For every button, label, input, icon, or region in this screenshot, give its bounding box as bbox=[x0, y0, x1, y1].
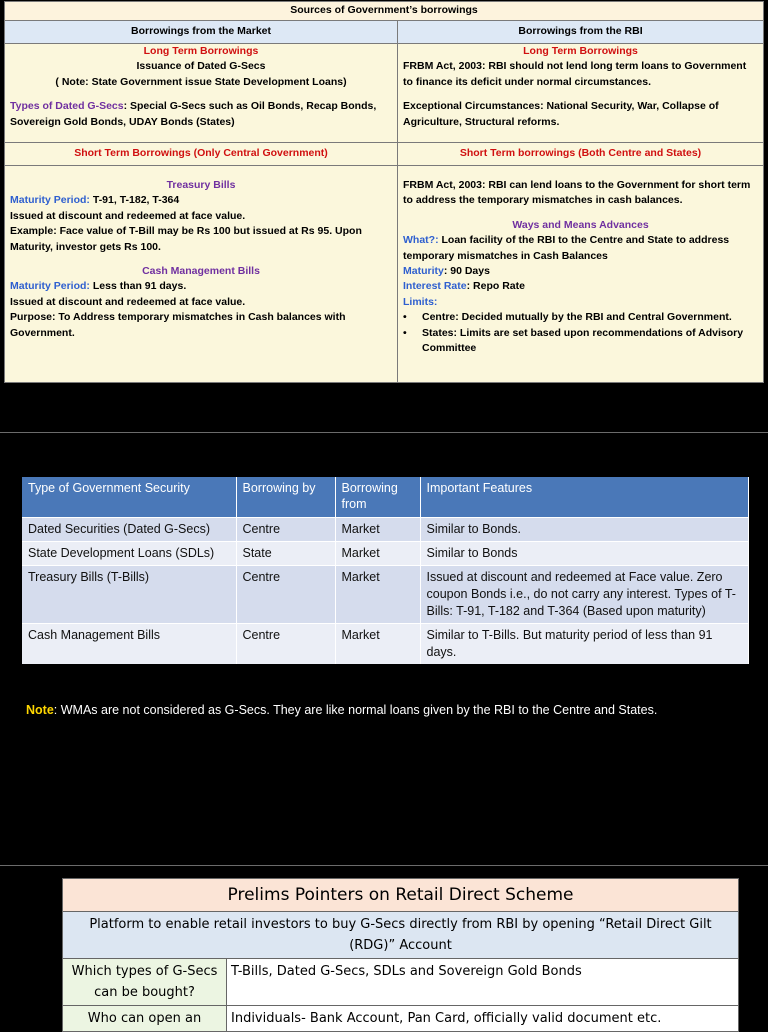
tbills-maturity bbox=[10, 193, 392, 208]
col-header-borrowing-by: Borrowing by bbox=[236, 477, 335, 518]
cmb-maturity bbox=[10, 279, 392, 294]
cell-features: Similar to Bonds. bbox=[420, 518, 748, 542]
cell-type: Cash Management Bills bbox=[22, 624, 236, 665]
retail-direct-subtitle: Platform to enable retail investors to buy G-Secs directly from RBI by opening “Retail Direct Gilt (RDG)” Account bbox=[63, 912, 739, 959]
wma-interest-text: : Repo Rate bbox=[466, 280, 525, 293]
slide-government-borrowings bbox=[0, 0, 768, 432]
cell-from: Market bbox=[335, 542, 420, 566]
borrowings-table bbox=[4, 1, 764, 383]
cell-from: Market bbox=[335, 624, 420, 665]
rbi-short-frbm: FRBM Act, 2003: RBI can lend loans to the Government for short term to address the temporary mismatches in cash balances. bbox=[403, 179, 751, 207]
wma-limits-label: Limits: bbox=[403, 295, 438, 308]
cell-by: Centre bbox=[236, 518, 335, 542]
tbills-maturity-label: Maturity Period: bbox=[10, 194, 90, 207]
wma-maturity-label: Maturity bbox=[403, 265, 444, 278]
wma-maturity bbox=[403, 264, 758, 279]
treasury-bills-heading: Treasury Bills bbox=[166, 179, 236, 191]
securities-table bbox=[22, 477, 749, 664]
tbills-line2: Issued at discount and redeemed at face value. bbox=[10, 209, 246, 222]
cell-by: State bbox=[236, 542, 335, 566]
cmb-maturity-value: Less than 91 days. bbox=[89, 280, 187, 293]
answer-cell: T-Bills, Dated G-Secs, SDLs and Sovereign Gold Bonds bbox=[227, 959, 739, 1006]
wma-maturity-text: : 90 Days bbox=[443, 265, 490, 278]
cmb-line2: Issued at discount and redeemed at face value. bbox=[10, 295, 246, 308]
market-short-term-header: Short Term Borrowings (Only Central Government) bbox=[5, 143, 398, 166]
table-row bbox=[22, 518, 748, 542]
cmb-maturity-label: Maturity Period: bbox=[10, 280, 90, 293]
question-cell: Who can open an bbox=[63, 1006, 227, 1032]
market-short-term-cell bbox=[5, 166, 398, 383]
table-row bbox=[22, 624, 748, 665]
slide-government-securities bbox=[0, 433, 768, 865]
cell-type: State Development Loans (SDLs) bbox=[22, 542, 236, 566]
col-header-borrowing-from: Borrowing from bbox=[335, 477, 420, 518]
cell-from: Market bbox=[335, 518, 420, 542]
wma-limit-states: • States: Limits are set based upon recommendations of Advisory Committee bbox=[403, 326, 758, 357]
cell-type: Treasury Bills (T-Bills) bbox=[22, 566, 236, 624]
rbi-short-term-header: Short Term borrowings (Both Centre and States) bbox=[398, 143, 764, 166]
market-long-line1: Issuance of Dated G-Secs bbox=[136, 60, 266, 73]
retail-direct-table bbox=[62, 878, 739, 1032]
slide-retail-direct-scheme bbox=[0, 866, 768, 1024]
dated-gsec-types bbox=[10, 100, 376, 127]
rbi-long-term-cell bbox=[398, 44, 764, 143]
col-header-features: Important Features bbox=[420, 477, 748, 518]
wma-what-label: What?: bbox=[403, 234, 439, 247]
table-row bbox=[22, 542, 748, 566]
cell-from: Market bbox=[335, 566, 420, 624]
note-label: Note bbox=[26, 703, 54, 717]
wma-heading: Ways and Means Advances bbox=[512, 218, 649, 231]
tbills-line3: Example: Face value of T-Bill may be Rs 100 but issued at Rs 95. Upon Maturity, investor gets Rs 100. bbox=[10, 225, 362, 253]
cell-features: Similar to Bonds bbox=[420, 542, 748, 566]
retail-direct-title: Prelims Pointers on Retail Direct Scheme bbox=[63, 879, 739, 912]
dated-gsec-types-label: Types of Dated G-Secs bbox=[10, 100, 124, 113]
dated-gsec-types-text: : Special G-Secs such as Oil Bonds, Recap Bonds, Sovereign Gold Bonds, UDAY Bonds (States) bbox=[10, 100, 377, 128]
note-text: : WMAs are not considered as G-Secs. They are like normal loans given by the RBI to the Centre and States. bbox=[53, 703, 658, 717]
tbills-maturity-value: T-91, T-182, T-364 bbox=[89, 194, 180, 207]
wma-what bbox=[403, 233, 758, 264]
wma-what-text: Loan facility of the RBI to the Centre and State to address temporary mismatches in Cash Balances bbox=[403, 234, 730, 262]
wma-limit-centre: • Centre: Decided mutually by the RBI and Central Government. bbox=[403, 310, 758, 325]
market-column-header: Borrowings from the Market bbox=[5, 21, 398, 44]
cell-features: Issued at discount and redeemed at Face value. Zero coupon Bonds i.e., do not carry any interest. Types of T-Bills: T-91, T-182 and T-364 (Based upon maturity) bbox=[420, 566, 748, 624]
question-cell: Which types of G-Secs can be bought? bbox=[63, 959, 227, 1006]
market-long-line2: ( Note: State Government issue State Development Loans) bbox=[55, 75, 347, 88]
rbi-short-term-cell bbox=[398, 166, 764, 383]
cell-type: Dated Securities (Dated G-Secs) bbox=[22, 518, 236, 542]
col-header-type: Type of Government Security bbox=[22, 477, 236, 518]
market-long-term-heading: Long Term Borrowings bbox=[143, 45, 259, 57]
table-row bbox=[22, 566, 748, 624]
rbi-long-exceptional: Exceptional Circumstances: National Security, War, Collapse of Agriculture, Structural reforms. bbox=[403, 100, 719, 128]
table-row bbox=[63, 1006, 739, 1032]
answer-cell: Individuals- Bank Account, Pan Card, officially valid document etc. bbox=[227, 1006, 739, 1032]
rbi-column-header: Borrowings from the RBI bbox=[398, 21, 764, 44]
cell-features: Similar to T-Bills. But maturity period of less than 91 days. bbox=[420, 624, 748, 665]
table-header-row bbox=[22, 477, 748, 518]
wma-note bbox=[26, 703, 657, 717]
wma-interest-label: Interest Rate bbox=[403, 280, 467, 293]
cmb-line3: Purpose: To Address temporary mismatches in Cash balances with Government. bbox=[10, 311, 346, 339]
cell-by: Centre bbox=[236, 624, 335, 665]
cash-management-bills-heading: Cash Management Bills bbox=[142, 265, 260, 278]
table-row bbox=[63, 959, 739, 1006]
table-title: Sources of Government’s borrowings bbox=[5, 2, 764, 21]
wma-interest bbox=[403, 279, 758, 294]
market-long-term-cell bbox=[5, 44, 398, 143]
cell-by: Centre bbox=[236, 566, 335, 624]
rbi-long-term-heading: Long Term Borrowings bbox=[523, 45, 638, 57]
rbi-long-frbm: FRBM Act, 2003: RBI should not lend long term loans to Government to finance its deficit under normal circumstances. bbox=[403, 60, 747, 88]
